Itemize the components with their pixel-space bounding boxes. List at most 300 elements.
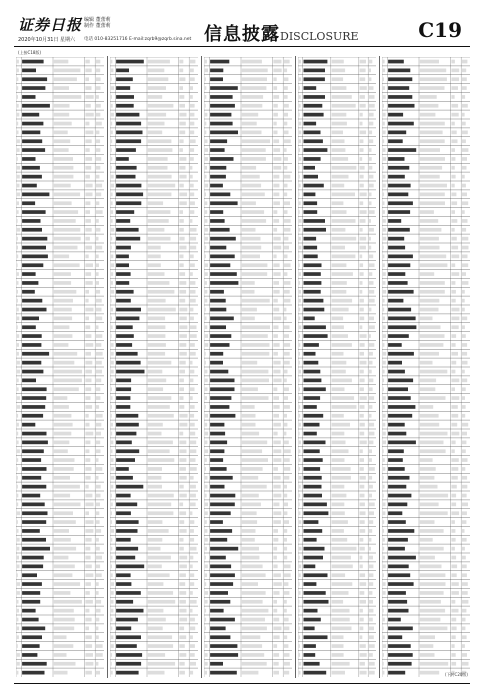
table-cell-text — [17, 210, 19, 214]
table-cell-text — [17, 228, 20, 232]
table-cell-text — [420, 343, 444, 347]
table-cell-text — [116, 662, 141, 666]
table-cell-text — [242, 201, 256, 205]
table-cell-text — [210, 600, 230, 604]
table-cell-text — [360, 627, 364, 631]
header-rule — [14, 46, 470, 47]
table-cell-text — [190, 441, 196, 445]
table-cell-text — [420, 237, 439, 241]
table-cell-text — [148, 193, 172, 197]
table-cell-text — [116, 95, 134, 99]
table-cell-text — [284, 272, 287, 276]
continuation-header: (上接C18版) — [18, 50, 42, 55]
table-cell-text — [22, 565, 43, 569]
table-cell-text — [210, 219, 225, 223]
table-cell-text — [210, 361, 223, 365]
table-cell-text — [360, 520, 365, 524]
table-cell-text — [179, 573, 186, 577]
table-cell-text — [96, 485, 101, 489]
table-cell-text — [85, 166, 91, 170]
table-cell-text — [332, 317, 344, 321]
table-cell-text — [369, 255, 373, 259]
table-cell-text — [242, 423, 256, 427]
table-cell-text — [420, 467, 436, 471]
table-cell-text — [85, 467, 91, 471]
table-cell-text — [299, 441, 301, 445]
table-cell-text — [304, 361, 319, 365]
table-cell-text — [96, 334, 102, 338]
table-cell-text — [360, 547, 365, 551]
table-cell-text — [210, 272, 237, 276]
table-cell-text — [299, 414, 300, 418]
table-cell-text — [462, 281, 468, 285]
table-cell-text — [179, 104, 185, 108]
table-cell-text — [148, 219, 169, 223]
table-cell-text — [22, 281, 38, 285]
table-cell-text — [205, 343, 208, 347]
table-cell-text — [210, 441, 227, 445]
table-cell-text — [205, 635, 206, 639]
table-cell-text — [54, 635, 67, 639]
table-cell-text — [420, 290, 445, 294]
column-3-grid — [204, 57, 292, 677]
table-cell-text — [205, 201, 208, 205]
table-cell-text — [148, 627, 163, 631]
table-cell-text — [190, 503, 196, 507]
table-cell-text — [383, 449, 384, 453]
table-cell-text — [111, 219, 113, 223]
table-cell-text — [190, 77, 195, 81]
table-cell-text — [304, 644, 316, 648]
table-cell-text — [284, 627, 289, 631]
table-cell-text — [179, 166, 185, 170]
table-cell-text — [273, 122, 276, 126]
table-cell-text — [369, 405, 372, 409]
table-cell-text — [462, 547, 465, 551]
table-cell-text — [332, 263, 347, 267]
table-cell-text — [383, 556, 385, 560]
table-cell-text — [299, 511, 301, 515]
table-cell-text — [54, 467, 74, 471]
table-cell-text — [54, 113, 69, 117]
table-cell-text — [388, 432, 406, 436]
table-cell-text — [383, 122, 385, 126]
table-cell-text — [360, 113, 363, 117]
table-cell-text — [205, 175, 207, 179]
table-cell-text — [420, 325, 441, 329]
table-cell-text — [116, 184, 141, 188]
table-cell-text — [111, 653, 112, 657]
table-cell-text — [85, 556, 90, 560]
table-cell-text — [369, 361, 373, 365]
table-cell-text — [451, 458, 458, 462]
table-cell-text — [22, 263, 43, 267]
table-cell-text — [388, 325, 416, 329]
table-cell-text — [22, 210, 45, 214]
table-cell-text — [85, 662, 93, 666]
table-cell-text — [22, 166, 40, 170]
table-cell-text — [54, 671, 68, 675]
table-cell-text — [148, 255, 161, 259]
table-cell-text — [111, 193, 113, 197]
table-cell-text — [85, 370, 92, 374]
table-cell-text — [111, 565, 112, 569]
table-cell-text — [360, 334, 367, 338]
table-cell-text — [462, 201, 468, 205]
table-cell-text — [332, 201, 344, 205]
table-cell-text — [116, 556, 135, 560]
table-cell-text — [332, 343, 352, 347]
table-cell-text — [148, 644, 173, 648]
table-cell-text — [273, 148, 280, 152]
table-cell-text — [17, 157, 18, 161]
table-cell-text — [190, 193, 194, 197]
table-cell-text — [179, 379, 184, 383]
table-cell-text — [116, 113, 139, 117]
table-cell-text — [116, 157, 129, 161]
table-cell-text — [383, 237, 386, 241]
table-cell-text — [96, 166, 100, 170]
table-cell-text — [22, 352, 49, 356]
table-cell-text — [383, 662, 384, 666]
table-cell-text — [148, 387, 163, 391]
table-cell-text — [388, 361, 402, 365]
table-cell-text — [299, 201, 301, 205]
table-cell-text — [360, 201, 364, 205]
table-cell-text — [451, 503, 456, 507]
table-cell-text — [299, 334, 300, 338]
table-cell-text — [210, 104, 235, 108]
table-cell-text — [205, 573, 207, 577]
table-cell-text — [111, 246, 112, 250]
table-cell-text — [85, 60, 89, 64]
table-cell-text — [388, 166, 409, 170]
table-cell-text — [210, 405, 229, 409]
table-cell-text — [332, 582, 353, 586]
table-cell-text — [332, 432, 345, 436]
table-cell-text — [205, 157, 208, 161]
table-cell-text — [360, 671, 367, 675]
table-cell-text — [210, 379, 234, 383]
table-cell-text — [54, 255, 69, 259]
table-cell-text — [205, 69, 208, 73]
table-cell-text — [451, 122, 454, 126]
table-cell-text — [273, 423, 281, 427]
table-cell-text — [273, 166, 281, 170]
table-cell-text — [369, 60, 372, 64]
table-cell-text — [420, 485, 438, 489]
table-cell-text — [190, 432, 195, 436]
table-cell-text — [116, 379, 131, 383]
table-cell-text — [22, 591, 40, 595]
table-cell-text — [388, 485, 406, 489]
table-cell-text — [17, 290, 18, 294]
table-cell-text — [116, 86, 130, 90]
table-cell-text — [148, 175, 172, 179]
table-cell-text — [54, 556, 69, 560]
table-cell-text — [242, 662, 267, 666]
table-cell-text — [111, 379, 113, 383]
table-cell-text — [332, 627, 352, 631]
table-cell-text — [205, 529, 208, 533]
table-cell-text — [116, 565, 144, 569]
table-cell-text — [22, 131, 40, 135]
table-cell-text — [22, 379, 36, 383]
table-cell-text — [360, 476, 366, 480]
column-divider — [201, 56, 202, 678]
table-cell-text — [284, 441, 289, 445]
table-cell-text — [179, 157, 186, 161]
table-cell-text — [284, 565, 291, 569]
table-cell-text — [242, 237, 261, 241]
table-cell-text — [242, 193, 265, 197]
table-cell-text — [420, 618, 441, 622]
table-cell-text — [369, 485, 373, 489]
table-cell-text — [451, 175, 455, 179]
table-cell-text — [388, 573, 410, 577]
table-cell-text — [148, 529, 169, 533]
table-cell-text — [85, 379, 91, 383]
table-cell-text — [210, 139, 227, 143]
table-cell-text — [190, 485, 196, 489]
table-cell-text — [96, 556, 102, 560]
table-cell-text — [304, 113, 324, 117]
table-cell-text — [96, 503, 100, 507]
table-cell-text — [22, 237, 47, 241]
table-cell-text — [85, 573, 93, 577]
table-cell-text — [462, 662, 469, 666]
table-cell-text — [96, 69, 100, 73]
table-cell-text — [96, 281, 99, 285]
table-cell-text — [205, 379, 208, 383]
table-cell-text — [190, 644, 195, 648]
table-cell-text — [22, 556, 44, 560]
table-cell-text — [284, 405, 290, 409]
table-cell-text — [451, 86, 458, 90]
table-cell-text — [179, 627, 184, 631]
table-cell-text — [179, 139, 183, 143]
table-cell-text — [190, 237, 196, 241]
table-cell-text — [54, 449, 68, 453]
table-cell-text — [284, 352, 290, 356]
table-cell-text — [242, 405, 255, 409]
table-cell-text — [369, 449, 372, 453]
table-cell-text — [116, 263, 129, 267]
table-cell-text — [17, 441, 19, 445]
table-cell-text — [179, 449, 186, 453]
table-cell-text — [242, 432, 259, 436]
table-cell-text — [148, 166, 168, 170]
table-cell-text — [205, 334, 208, 338]
table-cell-text — [210, 184, 223, 188]
table-cell-text — [451, 308, 459, 312]
table-cell-text — [383, 343, 385, 347]
column-2-grid — [110, 57, 198, 677]
table-cell-text — [190, 582, 194, 586]
table-cell-text — [205, 538, 208, 542]
table-cell-text — [299, 343, 301, 347]
table-cell-text — [54, 210, 78, 214]
table-cell-text — [116, 343, 132, 347]
table-cell-text — [17, 131, 19, 135]
table-cell-text — [116, 609, 143, 613]
table-cell-text — [190, 573, 194, 577]
table-cell-text — [299, 219, 302, 223]
table-cell-text — [369, 352, 373, 356]
table-cell-text — [299, 210, 300, 214]
table-cell-text — [22, 139, 42, 143]
table-cell-text — [242, 476, 258, 480]
table-cell-text — [304, 387, 326, 391]
table-cell-text — [360, 387, 364, 391]
table-cell-text — [273, 379, 281, 383]
table-cell-text — [111, 325, 113, 329]
table-cell-text — [304, 281, 322, 285]
table-cell-text — [304, 255, 318, 259]
table-cell-text — [360, 299, 364, 303]
table-cell-text — [304, 476, 322, 480]
table-cell-text — [383, 423, 386, 427]
table-cell-text — [388, 122, 414, 126]
page-number: C19 — [418, 18, 462, 42]
table-cell-text — [242, 458, 268, 462]
table-cell-text — [17, 387, 19, 391]
table-cell-text — [116, 653, 142, 657]
table-cell-text — [388, 299, 403, 303]
table-cell-text — [451, 352, 458, 356]
table-cell-text — [116, 334, 134, 338]
table-cell-text — [284, 600, 287, 604]
table-cell-text — [22, 69, 36, 73]
table-cell-text — [54, 494, 70, 498]
table-cell-text — [369, 228, 374, 232]
table-cell-text — [210, 387, 234, 391]
table-cell-text — [54, 644, 74, 648]
table-cell-text — [54, 219, 76, 223]
table-cell-text — [304, 60, 328, 64]
table-cell-text — [304, 432, 317, 436]
table-cell-text — [54, 503, 81, 507]
table-cell-text — [242, 618, 265, 622]
table-cell-text — [332, 414, 344, 418]
table-cell-text — [54, 609, 74, 613]
table-cell-text — [205, 122, 207, 126]
table-cell-text — [420, 441, 444, 445]
table-cell-text — [111, 662, 112, 666]
table-cell-text — [96, 299, 102, 303]
table-cell-text — [148, 414, 174, 418]
table-cell-text — [242, 387, 258, 391]
table-cell-text — [242, 334, 268, 338]
table-cell-text — [383, 476, 384, 480]
table-cell-text — [451, 547, 455, 551]
table-cell-text — [284, 423, 287, 427]
table-cell-text — [304, 671, 327, 675]
table-cell-text — [210, 343, 229, 347]
table-cell-text — [22, 547, 50, 551]
table-cell-text — [148, 503, 171, 507]
table-cell-text — [111, 60, 113, 64]
table-cell-text — [304, 467, 321, 471]
table-cell-text — [190, 476, 194, 480]
table-cell-text — [54, 511, 73, 515]
table-cell-text — [299, 104, 301, 108]
table-cell-text — [116, 317, 139, 321]
table-cell-text — [420, 95, 437, 99]
table-cell-text — [451, 281, 455, 285]
table-cell-text — [462, 565, 467, 569]
table-cell-text — [54, 317, 72, 321]
table-cell-text — [383, 511, 386, 515]
table-cell-text — [22, 361, 41, 365]
table-cell-text — [388, 467, 405, 471]
table-cell-text — [388, 405, 415, 409]
table-cell-text — [332, 600, 344, 604]
table-cell-text — [462, 627, 465, 631]
table-cell-text — [148, 308, 176, 312]
table-cell-text — [360, 263, 364, 267]
table-cell-text — [369, 77, 371, 81]
table-cell-text — [17, 627, 19, 631]
table-cell-text — [388, 387, 408, 391]
table-cell-text — [462, 60, 467, 64]
table-cell-text — [383, 538, 385, 542]
table-cell-text — [85, 334, 91, 338]
table-cell-text — [96, 582, 99, 586]
table-cell-text — [190, 228, 197, 232]
table-cell-text — [304, 396, 321, 400]
table-cell-text — [388, 113, 403, 117]
table-cell-text — [54, 352, 77, 356]
table-cell-text — [273, 547, 277, 551]
table-cell-text — [420, 60, 439, 64]
table-cell-text — [284, 458, 290, 462]
table-cell-text — [54, 325, 70, 329]
table-cell-text — [284, 432, 286, 436]
table-cell-text — [304, 272, 321, 276]
table-cell-text — [360, 219, 366, 223]
table-cell-text — [299, 281, 300, 285]
table-cell-text — [54, 600, 82, 604]
table-cell-text — [148, 573, 170, 577]
table-cell-text — [360, 600, 366, 604]
table-cell-text — [420, 600, 441, 604]
table-cell-text — [332, 290, 347, 294]
table-cell-text — [284, 166, 287, 170]
table-cell-text — [383, 379, 384, 383]
table-cell-text — [360, 485, 365, 489]
table-cell-text — [85, 485, 88, 489]
table-cell-text — [332, 618, 350, 622]
table-cell-text — [284, 370, 288, 374]
table-cell-text — [85, 529, 93, 533]
table-cell-text — [420, 529, 444, 533]
table-cell-text — [273, 281, 279, 285]
table-cell-text — [22, 334, 42, 338]
table-cell-text — [96, 86, 101, 90]
table-cell-text — [284, 476, 289, 480]
table-cell-text — [210, 77, 223, 81]
table-cell-text — [22, 662, 47, 666]
table-cell-text — [383, 396, 386, 400]
table-cell-text — [304, 503, 327, 507]
table-cell-text — [116, 396, 130, 400]
table-cell-text — [420, 396, 446, 400]
table-cell-text — [148, 511, 174, 515]
table-cell-text — [179, 184, 183, 188]
table-cell-text — [451, 556, 456, 560]
table-cell-text — [148, 104, 174, 108]
